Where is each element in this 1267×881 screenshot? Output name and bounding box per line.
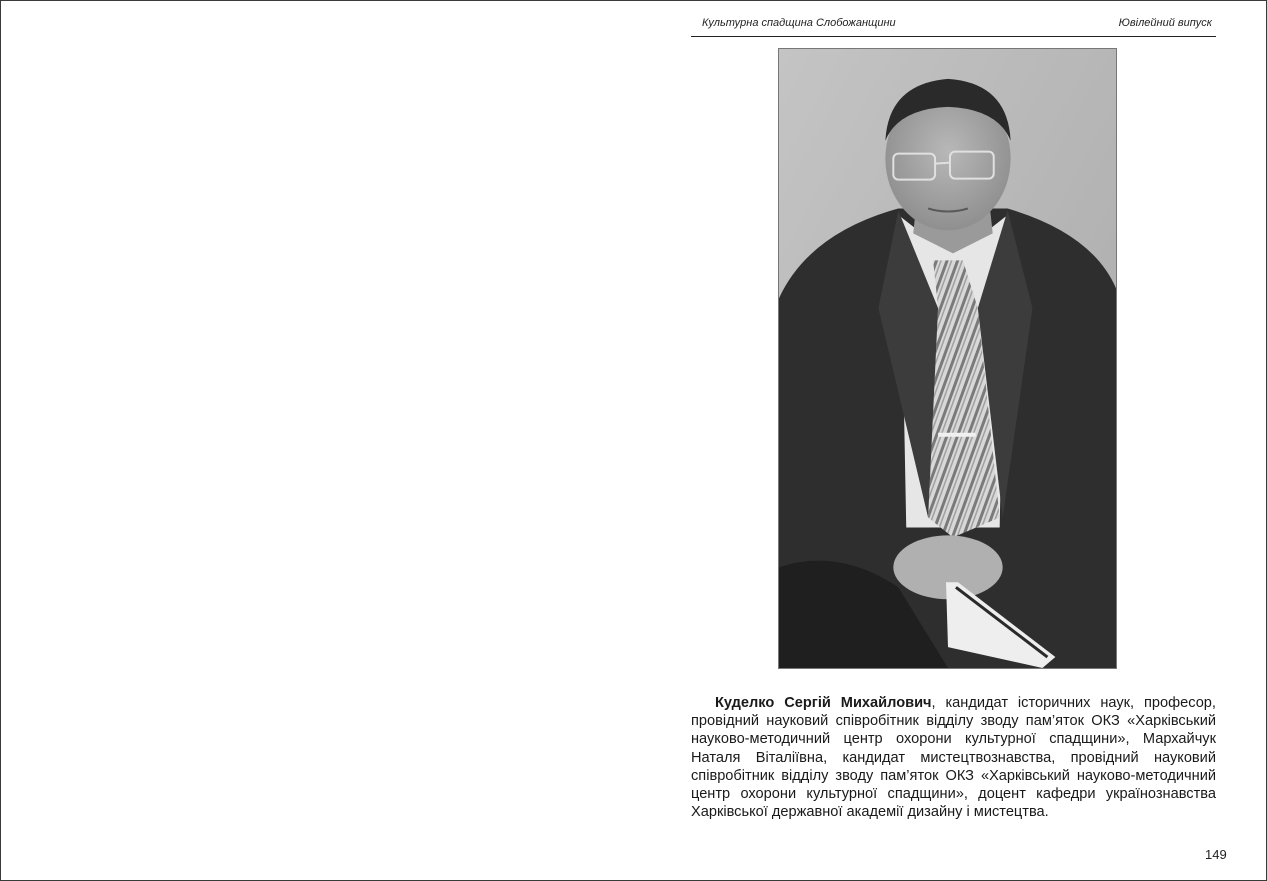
header-issue-title: Ювілейний випуск xyxy=(1118,17,1212,29)
portrait-photo xyxy=(778,48,1117,669)
caption-text: , кандидат історичних наук, професор, провідний науковий співробітник відділу зводу пам’яток ОКЗ «Харківський науково-методичний центр охорони культурної спадщини», Мархайчук Наталя Віталіївна, кандидат мистецтвознавства, провідний науковий співробітник відділу зводу пам’яток ОКЗ «Харківський науково-методичний центр охорони культурної спадщини», доцент кафедри українознавства Харківської державної академії дизайну і мистецтва. xyxy=(691,695,1216,821)
caption-person-name: Куделко Сергій Михайлович xyxy=(715,695,932,711)
caption-paragraph xyxy=(691,694,1216,821)
photo-caption xyxy=(691,694,1216,821)
page-number: 149 xyxy=(1205,847,1227,862)
portrait-illustration xyxy=(779,49,1116,668)
header-journal-title: Культурна спадщина Слобожанщини xyxy=(702,17,896,29)
running-header xyxy=(691,14,1216,37)
